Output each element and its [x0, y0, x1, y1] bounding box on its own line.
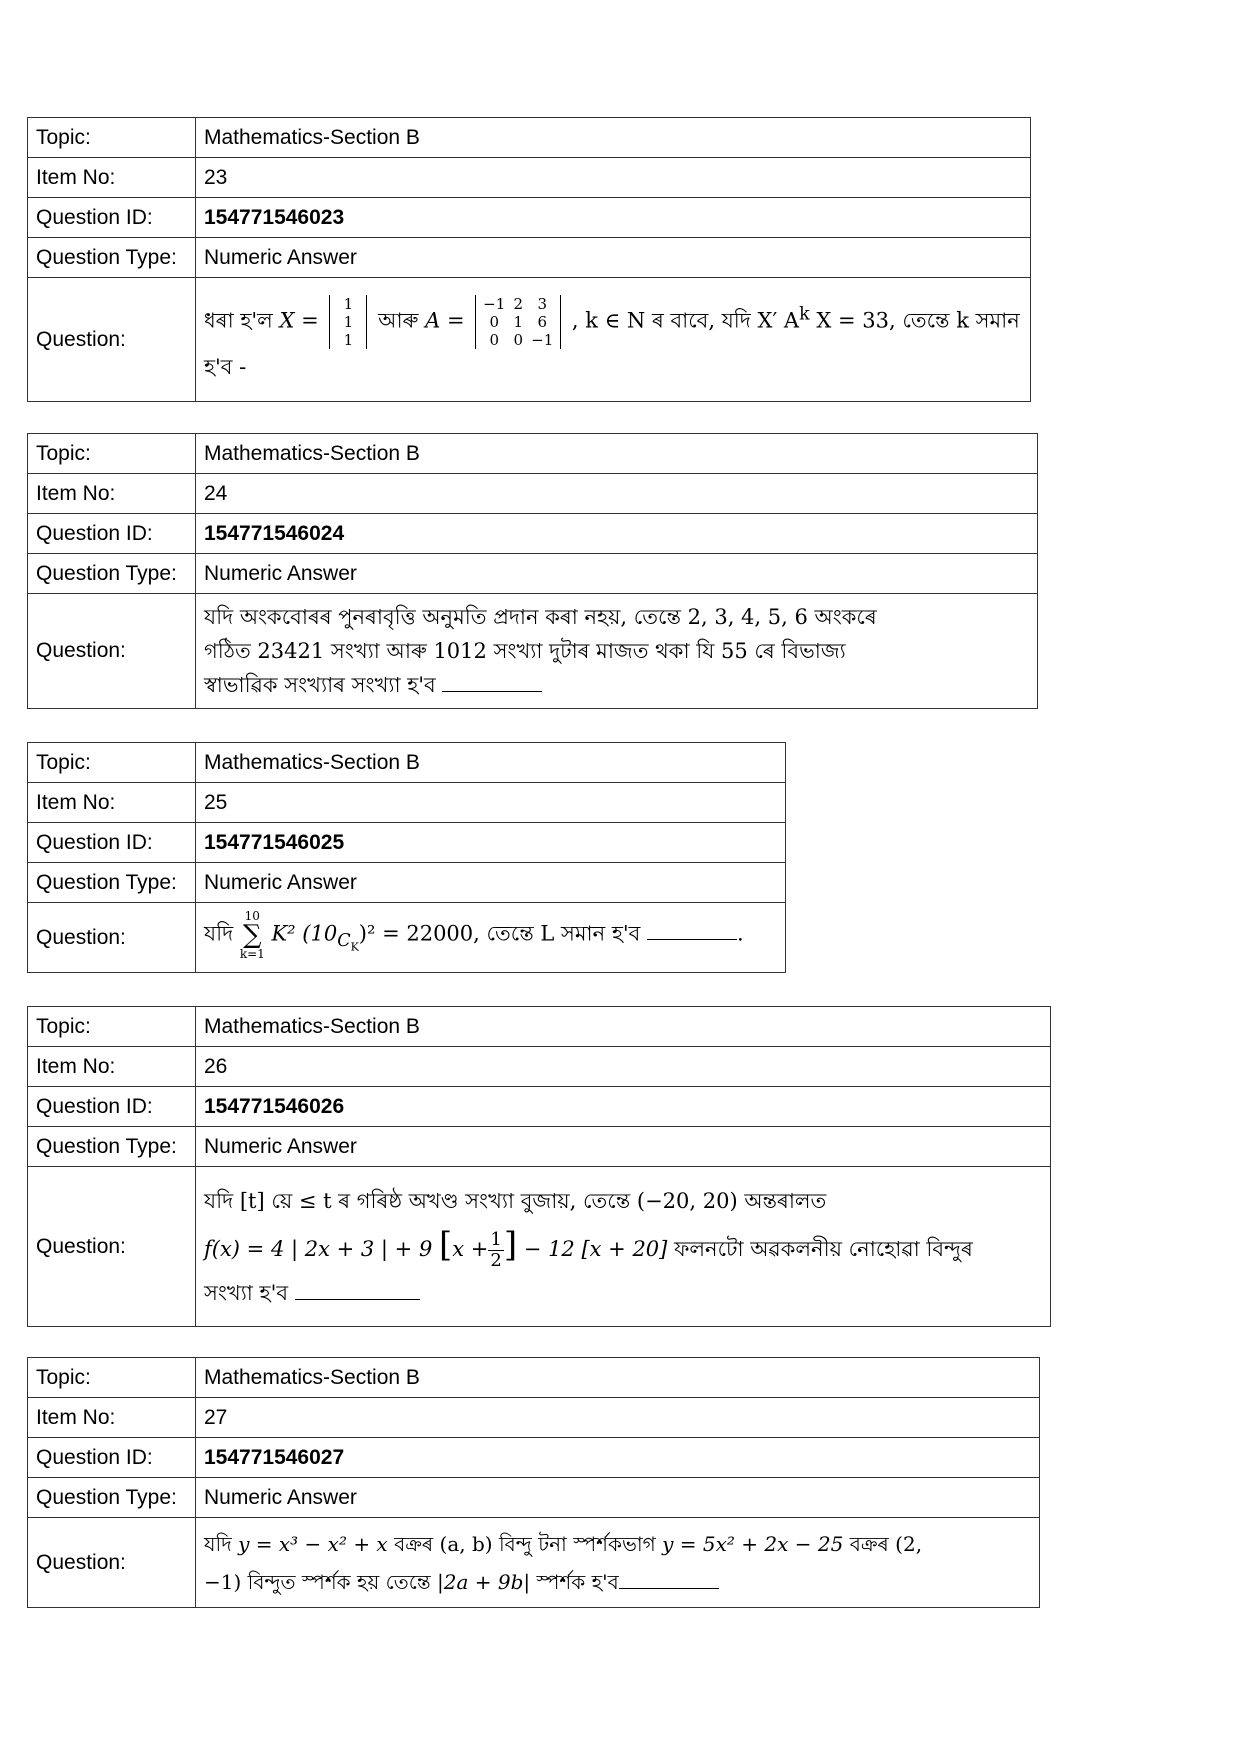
- superscript: k: [799, 304, 810, 324]
- question-table-27: [27, 1357, 1040, 1608]
- answer-blank: [295, 1277, 420, 1300]
- topic-label: Topic:: [28, 118, 196, 158]
- question-type-value: Numeric Answer: [196, 863, 786, 903]
- topic-value: Mathematics-Section B: [196, 1358, 1040, 1398]
- question-text-line: গঠিত 23421 সংখ্যা আৰু 1012 সংখ্যা দুটাৰ মাজত থকা যি 55 ৰে বিভাজ্য: [204, 639, 846, 663]
- question-id-label: Question ID:: [28, 823, 196, 863]
- question-text-part: .: [737, 921, 744, 946]
- topic-label: Topic:: [28, 743, 196, 783]
- summation: [240, 910, 265, 960]
- question-text-part: হ'ব -: [204, 354, 247, 379]
- question-type-label: Question Type:: [28, 1478, 196, 1518]
- question-table-23: [27, 117, 1031, 402]
- math-expression: f(x) = 4 | 2x + 3 | + 9: [204, 1236, 433, 1261]
- question-row: [28, 903, 786, 973]
- question-text: [196, 278, 1031, 402]
- topic-label: Topic:: [28, 1007, 196, 1047]
- question-text: [196, 1518, 1040, 1608]
- math-expression: |2a + 9b|: [436, 1569, 531, 1594]
- fraction-numerator: 1: [490, 1228, 502, 1250]
- item-no-row: [28, 474, 1038, 514]
- math-expression: y = 5x² + 2x − 25: [662, 1531, 844, 1556]
- question-type-value: Numeric Answer: [196, 238, 1031, 278]
- matrix-cell: 1: [343, 330, 354, 349]
- question-row: [28, 1518, 1040, 1608]
- question-text-part: ফলনটো অৱকলনীয় নোহোৱা বিন্দুৰ: [674, 1236, 973, 1261]
- item-no-value: 27: [196, 1398, 1040, 1438]
- question-table-26: [27, 1006, 1051, 1327]
- item-no-label: Item No:: [28, 783, 196, 823]
- question-label: Question:: [28, 1167, 196, 1327]
- question-id-label: Question ID:: [28, 514, 196, 554]
- question-id-label: Question ID:: [28, 1087, 196, 1127]
- question-type-value: Numeric Answer: [196, 1478, 1040, 1518]
- item-no-row: [28, 1047, 1051, 1087]
- answer-blank: [647, 917, 737, 940]
- question-label: Question:: [28, 903, 196, 973]
- math-expression: y = x³ − x² + x: [238, 1531, 388, 1556]
- item-no-row: [28, 1398, 1040, 1438]
- question-text-part: যদি: [204, 1531, 232, 1556]
- question-id-value: 154771546025: [204, 830, 345, 854]
- question-id-row: [28, 514, 1038, 554]
- question-type-row: [28, 1127, 1051, 1167]
- matrix-x: [329, 295, 367, 349]
- item-no-value: 23: [196, 158, 1031, 198]
- question-id-row: [28, 1087, 1051, 1127]
- question-text-line: সংখ্যা হ'ব: [204, 1280, 289, 1305]
- matrix-cell: −1: [483, 294, 506, 313]
- item-no-value: 26: [196, 1047, 1051, 1087]
- item-no-value: 24: [196, 474, 1038, 514]
- item-no-row: [28, 158, 1031, 198]
- matrix-cell: −1: [531, 330, 554, 349]
- floor-bracket-close: ]: [503, 1224, 518, 1265]
- topic-value: Mathematics-Section B: [196, 118, 1031, 158]
- question-id-label: Question ID:: [28, 1438, 196, 1478]
- subscript: C: [337, 930, 351, 951]
- fraction-denominator: 2: [490, 1249, 502, 1271]
- item-no-label: Item No:: [28, 474, 196, 514]
- question-row: [28, 278, 1031, 402]
- sum-upper-limit: 10: [244, 908, 260, 923]
- question-type-value: Numeric Answer: [196, 554, 1038, 594]
- question-type-row: [28, 1478, 1040, 1518]
- matrix-cell: 2: [513, 294, 523, 313]
- answer-blank: [442, 669, 542, 692]
- matrix-cell: 1: [343, 294, 354, 313]
- question-id-value: 154771546026: [204, 1094, 345, 1118]
- question-label: Question:: [28, 1518, 196, 1608]
- topic-row: [28, 743, 786, 783]
- subscript: K: [350, 940, 359, 954]
- matrix-cell: 1: [513, 312, 523, 331]
- floor-bracket-open: [: [439, 1224, 453, 1265]
- question-type-label: Question Type:: [28, 554, 196, 594]
- question-label: Question:: [28, 278, 196, 402]
- question-type-label: Question Type:: [28, 863, 196, 903]
- question-id-row: [28, 823, 786, 863]
- question-id-row: [28, 1438, 1040, 1478]
- question-id-value: 154771546023: [204, 205, 345, 229]
- item-no-label: Item No:: [28, 1047, 196, 1087]
- item-no-label: Item No:: [28, 1398, 196, 1438]
- question-text-part: বক্ৰৰ (a, b) বিন্দু টনা স্পৰ্শকভাগ: [394, 1531, 656, 1556]
- question-type-value: Numeric Answer: [196, 1127, 1051, 1167]
- question-table-25: [27, 742, 786, 973]
- question-type-label: Question Type:: [28, 1127, 196, 1167]
- topic-row: [28, 434, 1038, 474]
- question-text-part: )² = 22000, তেন্তে L সমান হ'ব: [358, 921, 641, 946]
- question-text-part: আৰু: [378, 308, 419, 332]
- question-text-part: স্পৰ্শক হ'ব: [536, 1569, 619, 1594]
- math-expression: X =: [279, 308, 319, 332]
- question-text-line: স্বাভাৱিক সংখ্যাৰ সংখ্যা হ'ব: [204, 673, 436, 697]
- matrix-cell: 0: [489, 330, 499, 349]
- item-no-value: 25: [196, 783, 786, 823]
- question-text-part: যদি: [204, 921, 234, 946]
- topic-value: Mathematics-Section B: [196, 743, 786, 783]
- math-expression: K² (10: [271, 921, 338, 946]
- question-text-part: বক্ৰৰ (2,: [849, 1531, 923, 1556]
- question-id-row: [28, 198, 1031, 238]
- question-text: [196, 594, 1038, 709]
- question-text: [196, 1167, 1051, 1327]
- question-text-line: যদি অংকবোৰৰ পুনৰাবৃত্তি অনুমতি প্ৰদান কৰা নহয়, তেন্তে 2, 3, 4, 5, 6 অংকৰে: [204, 605, 877, 629]
- topic-label: Topic:: [28, 434, 196, 474]
- question-type-row: [28, 554, 1038, 594]
- fraction: [488, 1230, 503, 1271]
- topic-row: [28, 118, 1031, 158]
- question-text-part: , k ∈ N ৰ বাবে, যদি X′ A: [571, 308, 800, 332]
- sum-lower-limit: k=1: [239, 946, 265, 961]
- question-text: [196, 903, 786, 973]
- math-expression: A =: [425, 308, 465, 332]
- matrix-cell: 0: [513, 330, 523, 349]
- matrix-cell: 1: [343, 312, 354, 331]
- topic-label: Topic:: [28, 1358, 196, 1398]
- question-row: [28, 1167, 1051, 1327]
- question-table-24: [27, 433, 1038, 709]
- question-type-row: [28, 863, 786, 903]
- item-no-row: [28, 783, 786, 823]
- topic-value: Mathematics-Section B: [196, 1007, 1051, 1047]
- item-no-label: Item No:: [28, 158, 196, 198]
- topic-value: Mathematics-Section B: [196, 434, 1038, 474]
- question-id-value: 154771546024: [204, 521, 345, 545]
- matrix-a: [475, 295, 561, 349]
- matrix-cell: 3: [537, 294, 547, 313]
- question-id-label: Question ID:: [28, 198, 196, 238]
- topic-row: [28, 1358, 1040, 1398]
- matrix-cell: 0: [489, 312, 499, 331]
- answer-blank: [619, 1566, 719, 1589]
- sigma-symbol: ∑: [243, 919, 262, 950]
- question-text-line: যদি [t] য়ে ≤ t ৰ গৰিষ্ঠ অখণ্ড সংখ্যা বুজায়, তেন্তে (−20, 20) অন্তৰালত: [204, 1188, 827, 1213]
- question-type-label: Question Type:: [28, 238, 196, 278]
- math-expression: x +: [452, 1236, 489, 1261]
- question-id-value: 154771546027: [204, 1445, 345, 1469]
- topic-row: [28, 1007, 1051, 1047]
- math-expression: − 12 [x + 20]: [523, 1236, 668, 1261]
- question-type-row: [28, 238, 1031, 278]
- question-row: [28, 594, 1038, 709]
- question-text-part: ধৰা হ'ল: [204, 308, 273, 332]
- question-text-part: −1) বিন্দুত স্পৰ্শক হয় তেন্তে: [204, 1569, 431, 1594]
- matrix-cell: 6: [537, 312, 547, 331]
- question-text-part: X = 33, তেন্তে k সমান: [816, 308, 1020, 332]
- question-label: Question:: [28, 594, 196, 709]
